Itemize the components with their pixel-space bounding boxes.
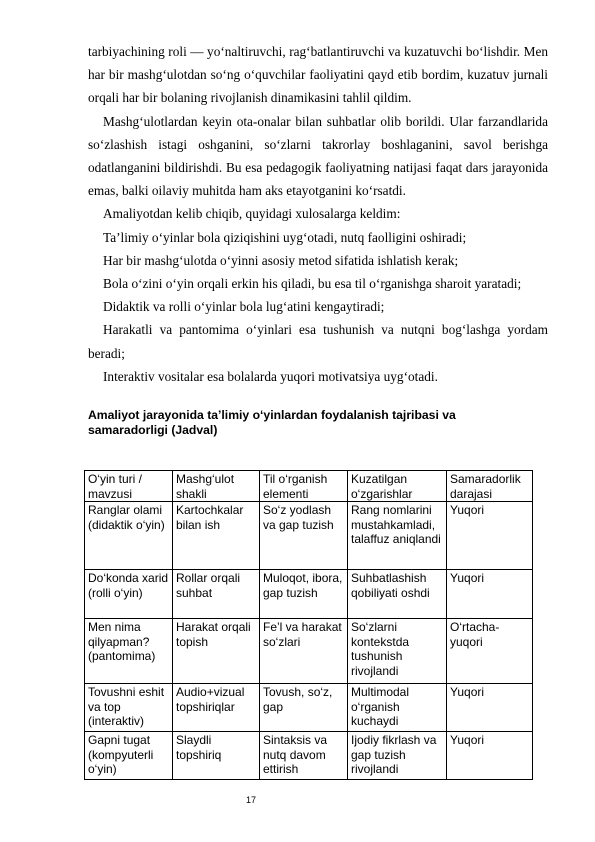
table-cell: Yuqori xyxy=(447,502,533,570)
header-cell: Kuzatilgan o‘zgarishlar xyxy=(348,471,447,502)
conclusion-item-1: Ta’limiy o‘yinlar bola qiziqishini uyg‘otadi, nutq faolligini oshiradi; xyxy=(103,229,467,245)
paragraph-3: Amaliyotdan kelib chiqib, quyidagi xulosalarga keldim: xyxy=(103,206,401,222)
table-row xyxy=(85,502,533,570)
table-cell: Men nima qilyapman? (pantomima) xyxy=(85,619,173,684)
document-body xyxy=(88,40,548,388)
results-table xyxy=(84,470,533,780)
header-cell: Samaradorlik darajasi xyxy=(447,471,533,502)
table-cell: Tovushni eshit va top (interaktiv) xyxy=(85,684,173,732)
conclusion-item-2: Har bir mashg‘ulotda o‘yinni asosiy metod sifatida ishlatish kerak; xyxy=(103,252,459,268)
table-cell: Yuqori xyxy=(447,732,533,780)
table-row xyxy=(85,570,533,619)
table-cell: Yuqori xyxy=(447,684,533,732)
page-number: 17 xyxy=(246,795,257,805)
table-cell: So‘zlarni kontekstda tushunish rivojlandi xyxy=(348,619,447,684)
table-cell: So‘z yodlash va gap tuzish xyxy=(260,502,348,570)
header-cell: Til o‘rganish elementi xyxy=(260,471,348,502)
paragraph-1: tarbiyachining roli — yo‘naltiruvchi, rag‘batlantiruvchi va kuzatuvchi bo‘lishdir. Men har bir mashg‘ulotdan so‘ng o‘quvchilar faoliyatini qayd etib bordim, kuzatuv jurnali orqali har bir bolaning rivojlanish dinamikasini tahlil qildim. xyxy=(88,44,548,106)
table-cell: O‘rtacha-yuqori xyxy=(447,619,533,684)
table-cell: Muloqot, ibora, gap tuzish xyxy=(260,570,348,619)
table-cell: Do‘konda xarid (rolli o‘yin) xyxy=(85,570,173,619)
table-row xyxy=(85,684,533,732)
table-cell: Rollar orqali suhbat xyxy=(173,570,260,619)
conclusion-item-3: Bola o‘zini o‘yin orqali erkin his qiladi, bu esa til o‘rganishga sharoit yaratadi; xyxy=(103,276,522,292)
header-cell: Mashg‘ulot shakli xyxy=(173,471,260,502)
table-cell: Yuqori xyxy=(447,570,533,619)
table-cell: Audio+vizual topshiriqlar xyxy=(173,684,260,732)
conclusion-item-4: Didaktik va rolli o‘yinlar bola lug‘atini kengaytiradi; xyxy=(103,299,385,315)
table-cell: Tovush, so‘z, gap xyxy=(260,684,348,732)
table-cell: Kartochkalar bilan ish xyxy=(173,502,260,570)
table-cell: Ijodiy fikrlash va gap tuzish rivojlandi xyxy=(348,732,447,780)
table-cell: Rang nomlarini mustahkamladi, talaffuz aniqlandi xyxy=(348,502,447,570)
table-cell: Harakat orqali topish xyxy=(173,619,260,684)
paragraph-2: Mashg‘ulotlardan keyin ota-onalar bilan suhbatlar olib borildi. Ular farzandlarida so‘zlashish istagi oshganini, so‘zlarni takrorlay boshlaganini, savol berishga odatlanganini bildirishdi. Bu esa pedagogik faoliyatning natijasi faqat dars jarayonida emas, balki oilaviy muhitda ham aks etayotganini ko‘rsatdi. xyxy=(88,113,548,199)
conclusion-item-5: Harakatli va pantomima o‘yinlari esa tushunish va nutqni bog‘lashga yordam beradi; xyxy=(88,322,548,361)
header-cell: O‘yin turi / mavzusi xyxy=(85,471,173,502)
table-cell: Sintaksis va nutq davom ettirish xyxy=(260,732,348,780)
table-cell: Suhbatlashish qobiliyati oshdi xyxy=(348,570,447,619)
table-cell: Ranglar olami (didaktik o‘yin) xyxy=(85,502,173,570)
table-row xyxy=(85,619,533,684)
table-cell: Fe’l va harakat so‘zlari xyxy=(260,619,348,684)
conclusion-item-6: Interaktiv vositalar esa bolalarda yuqori motivatsiya uyg‘otadi. xyxy=(103,368,438,384)
table-cell: Gapni tugat (kompyuterli o‘yin) xyxy=(85,732,173,780)
table-cell: Multimodal o‘rganish kuchaydi xyxy=(348,684,447,732)
table-header-row xyxy=(85,471,533,502)
table-row xyxy=(85,732,533,780)
table-cell: Slaydli topshiriq xyxy=(173,732,260,780)
table-caption: Amaliyot jarayonida ta’limiy o‘yinlardan foydalanish tajribasi va samaradorligi (Jadval) xyxy=(88,408,456,437)
